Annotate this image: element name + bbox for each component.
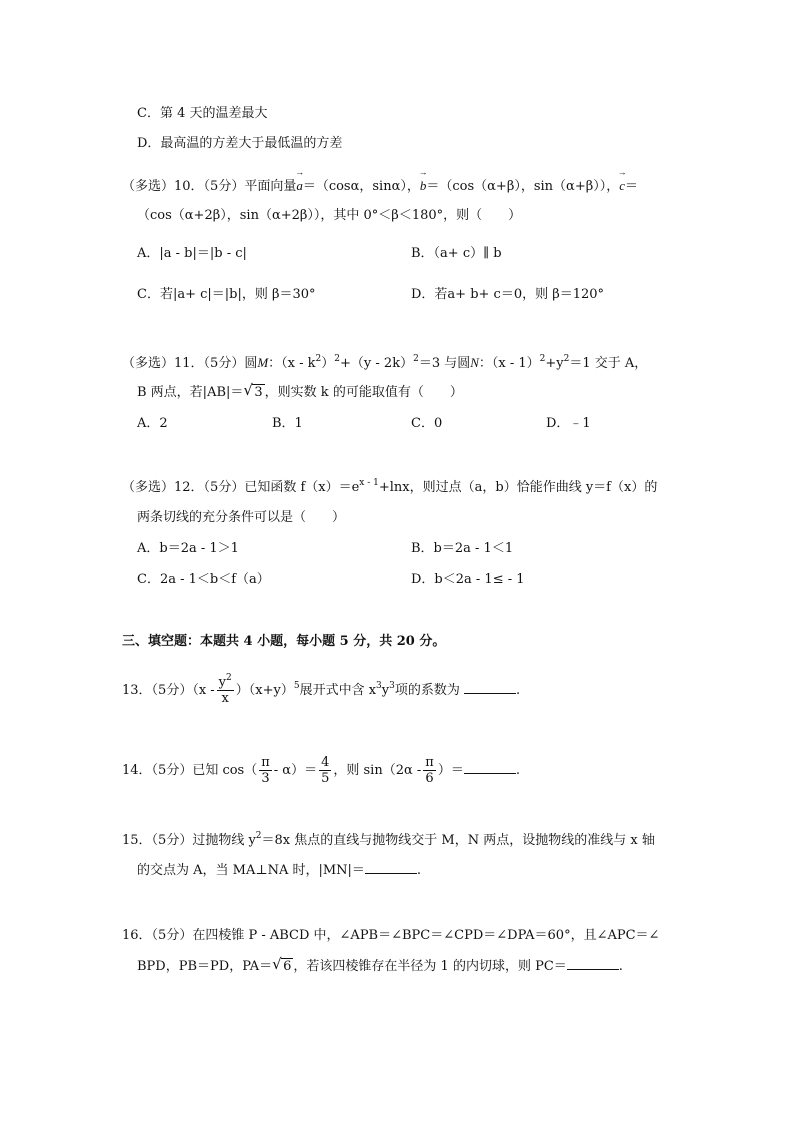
q13-period: .	[516, 683, 521, 698]
q14-m1: - α）＝	[273, 763, 318, 778]
q13-suffix: 展开式中含 x	[299, 683, 377, 698]
q15-text-b: ＝8x 焦点的直线与抛物线交于 M，N 两点，设抛物线的准线与 x 轴	[261, 833, 655, 848]
q11-option-c: C．0	[411, 416, 443, 431]
q10-option-a: A．|a - b|＝|b - c|	[137, 246, 247, 261]
q15-stem-line1	[122, 831, 655, 851]
q10-c-def: ＝	[625, 179, 639, 194]
q12-exponent: x - 1	[359, 478, 379, 488]
q13-end: 项的系数为	[394, 683, 460, 698]
q15-stem-line2	[137, 861, 421, 881]
q11-text-c: ）	[321, 356, 335, 371]
q13-y: y	[381, 683, 390, 698]
q12-option-d: D．b＜2a - 1≤ - 1	[411, 572, 525, 587]
q12-option-b: B．b＝2a - 1＜1	[411, 541, 514, 556]
q12-option-c: C．2a - 1＜b＜f（a）	[137, 572, 270, 587]
q12-stem-line1	[122, 478, 657, 498]
q10-stem-line1	[122, 176, 638, 197]
q11-text-f: ：（x - 1）	[478, 356, 540, 371]
q16-stem-line2	[137, 957, 623, 977]
q10-b-def: ＝（cos（α+β），sin（α+β）），	[426, 179, 620, 194]
q11-circle-n: N	[470, 355, 479, 370]
q10-option-b: B．（a+ c）∥ b	[411, 246, 502, 261]
sqrt-symbol: √ 3	[243, 381, 263, 400]
q10-a-def: ＝（cosα，sinα），	[302, 179, 420, 194]
q11-sup-2: 2	[334, 354, 341, 364]
q13-num-sup: 2	[226, 673, 232, 683]
section-heading: 三、填空题：本题共 4 小题，每小题 5 分，共 20 分。	[122, 634, 446, 649]
answer-blank[interactable]	[567, 957, 619, 970]
q16-sqrt-value: 6	[283, 959, 292, 974]
q12-text-a: （多选）12．（5分）已知函数 f（x）＝e	[122, 480, 360, 495]
vector-c: → c	[619, 176, 625, 196]
q9-option-d: D．最高温的方差大于最低温的方差	[137, 136, 343, 151]
q16-text-b: ，若该四棱锥存在半径为 1 的内切球，则 PC＝	[293, 959, 567, 974]
q14-fraction-2	[319, 755, 331, 786]
q11-text-k: ，则实数 k 的可能取值有（ ）	[264, 385, 463, 400]
q13-pow: 5	[293, 681, 300, 691]
q11-prefix: （多选）11．（5分）圆	[122, 356, 258, 371]
q13-fraction	[217, 675, 234, 706]
q15-sup: 2	[255, 831, 262, 841]
q16-period: .	[618, 959, 623, 974]
answer-blank[interactable]	[464, 761, 516, 774]
q16-stem-line1: 16．（5分）在四棱锥 P - ABCD 中，∠APB＝∠BPC＝∠CPD＝∠DPA＝60°，且∠APC＝∠	[122, 928, 660, 943]
q14-f1-num: π	[261, 755, 270, 770]
q11-option-b: B．1	[272, 416, 303, 431]
q13-stem	[122, 674, 520, 708]
q14-stem	[122, 754, 520, 788]
q11-option-d: D．﹣1	[546, 416, 591, 431]
q10-prefix: （多选）10．（5分）平面向量	[122, 179, 297, 194]
q13-sup-y: 3	[389, 681, 395, 691]
q13-sup-x: 3	[376, 681, 382, 691]
q14-prefix: 14．（5分）已知 cos（	[122, 763, 258, 778]
answer-blank[interactable]	[464, 681, 516, 694]
q14-m2: ，则 sin（2α -	[333, 763, 422, 778]
vector-b: → b	[420, 176, 427, 196]
q14-m3: ）＝	[437, 763, 464, 778]
q11-text-g: +y	[545, 356, 564, 371]
q11-circle-m: M	[257, 355, 269, 370]
q9-option-c: C．第 4 天的温差最大	[137, 106, 268, 121]
q11-sup-4: 2	[539, 354, 546, 364]
q14-period: .	[515, 763, 520, 778]
q10-option-d: D．若a+ b+ c＝0，则 β＝120°	[411, 287, 605, 302]
q14-f1-den: 3	[261, 771, 270, 786]
q12-stem-line2: 两条切线的充分条件可以是（ ）	[137, 510, 346, 525]
q15-text-c: 的交点为 A，当 MA⊥NA 时，|MN|＝	[137, 863, 365, 878]
q11-sup-1: 2	[315, 354, 322, 364]
q11-option-a: A．2	[137, 416, 168, 431]
q15-text-a: 15．（5分）过抛物线 y	[122, 833, 256, 848]
q14-f2-den: 5	[321, 771, 330, 786]
vector-a: → a	[296, 176, 303, 196]
q10-option-c: C．若|a+ c|＝|b|，则 β＝30°	[137, 287, 316, 302]
q16-text-a: BPD，PB＝PD，PA＝	[137, 959, 273, 974]
q14-f2-num: 4	[321, 755, 330, 770]
q13-den: x	[221, 691, 229, 706]
answer-blank[interactable]	[365, 861, 417, 874]
q11-text-ab: B 两点，若|AB|＝	[137, 385, 244, 400]
q11-sqrt-value: 3	[254, 385, 263, 400]
q11-stem-line2	[137, 383, 463, 403]
sqrt-symbol: √ 6	[272, 955, 292, 974]
q11-sup-5: 2	[563, 354, 570, 364]
q13-prefix: 13．（5分）（x -	[122, 683, 215, 698]
q13-num: y	[218, 675, 227, 690]
q11-stem-line1	[122, 353, 647, 374]
q15-period: .	[416, 863, 422, 878]
q11-text-e: ＝3 与圆	[418, 356, 471, 371]
q11-text-h: ＝1 交于 A，	[569, 356, 648, 371]
q13-mid: ）（x+y）	[235, 683, 294, 698]
q11-text-d: +（y - 2k）	[340, 356, 414, 371]
q10-stem-line2: （cos（α+2β），sin（α+2β）），其中 0°＜β＜180°，则（ ）	[137, 208, 522, 223]
q14-f3-num: π	[425, 755, 434, 770]
q12-text-b: +lnx，则过点（a，b）恰能作曲线 y＝f（x）的	[378, 480, 658, 495]
q12-option-a: A．b＝2a - 1＞1	[137, 541, 239, 556]
q14-f3-den: 6	[425, 771, 434, 786]
q11-text-b: ：（x - k	[268, 356, 316, 371]
q11-sup-3: 2	[413, 354, 419, 364]
q14-fraction-3	[423, 755, 436, 786]
q14-fraction-1	[259, 755, 272, 786]
